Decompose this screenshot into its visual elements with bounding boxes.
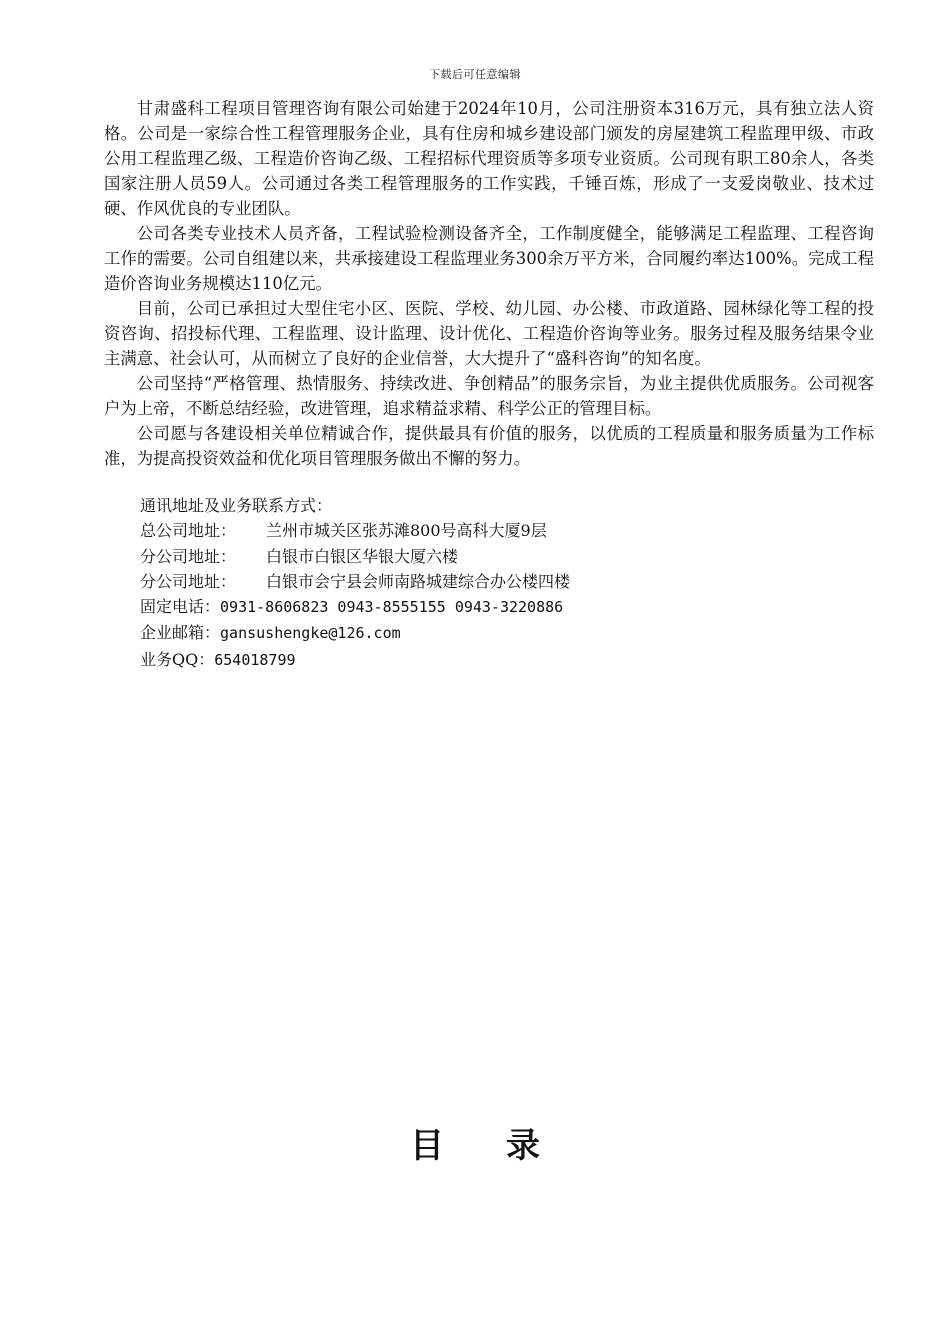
- paragraph-cooperation: 公司愿与各建设相关单位精诚合作，提供最具有价值的服务，以优质的工程质量和服务质量为工作标准，为提高投资效益和优化项目管理服务做出不懈的努力。: [104, 424, 874, 468]
- branch-address-label-2: 分公司地址：: [140, 571, 237, 591]
- paragraph-founding: 甘肃盛科工程项目管理咨询有限公司始建于2024年10月，公司注册资本316万元，具有独立法人资格。公司是一家综合性工程管理服务企业，具有住房和城乡建设部门颁发的房屋建筑工程监理甲级、市政公用工程监理乙级、工程造价咨询乙级、工程招标代理资质等多项专业资质。公司现有职工80余人，各类国家注册人员59人。公司通过各类工程管理服务的工作实践，千锤百炼，形成了一支爱岗敬业、技术过硬、作风优良的专业团队。: [104, 99, 874, 218]
- phone-value: 0931-8606823 0943-8555155 0943-3220886: [220, 598, 564, 617]
- email-line: [140, 620, 880, 646]
- contact-information: [140, 493, 880, 673]
- paragraph-staff-and-equipment: 公司各类专业技术人员齐备，工程试验检测设备齐全，工作制度健全，能够满足工程监理、工程咨询工作的需要。公司自组建以来，共承接建设工程监理业务300余万平方米，合同履约率达100%。完成工程造价咨询业务规模达110亿元。: [104, 224, 874, 293]
- qq-line: [140, 647, 880, 673]
- hq-address-value: 兰州市城关区张苏滩800号高科大厦9层: [266, 521, 547, 541]
- paragraph-projects: 目前，公司已承担过大型住宅小区、医院、学校、幼儿园、办公楼、市政道路、园林绿化等工程的投资咨询、招投标代理、工程监理、设计监理、设计优化、工程造价咨询等业务。服务过程及服务结果令业主满意、社会认可，从而树立了良好的企业信誉，大大提升了“盛科咨询”的知名度。: [104, 299, 874, 368]
- branch-address-line-2: [140, 569, 880, 594]
- hq-address-label: 总公司地址：: [140, 521, 237, 541]
- qq-value: 654018799: [214, 650, 296, 669]
- phone-line: [140, 594, 880, 620]
- hq-address-line: [140, 518, 880, 543]
- email-label: 企业邮箱：: [140, 623, 221, 643]
- header-note: 下载后可任意编辑: [429, 68, 521, 81]
- branch-address-label-1: 分公司地址：: [140, 546, 237, 566]
- email-value: gansushengke@126.com: [220, 624, 401, 643]
- company-introduction: [104, 96, 874, 471]
- qq-label: 业务QQ：: [140, 649, 215, 669]
- contact-heading: 通讯地址及业务联系方式：: [140, 496, 333, 515]
- table-of-contents-title: 目录: [410, 1126, 602, 1166]
- paragraph-service-tenet: 公司坚持“严格管理、热情服务、持续改进、争创精品”的服务宗旨，为业主提供优质服务。公司视客户为上帝，不断总结经验，改进管理，追求精益求精、科学公正的管理目标。: [104, 374, 874, 418]
- phone-label: 固定电话：: [140, 597, 221, 617]
- branch-address-line-1: [140, 544, 880, 569]
- branch-address-value-1: 白银市白银区华银大厦六楼: [266, 546, 459, 566]
- branch-address-value-2: 白银市会宁县会师南路城建综合办公楼四楼: [266, 571, 571, 591]
